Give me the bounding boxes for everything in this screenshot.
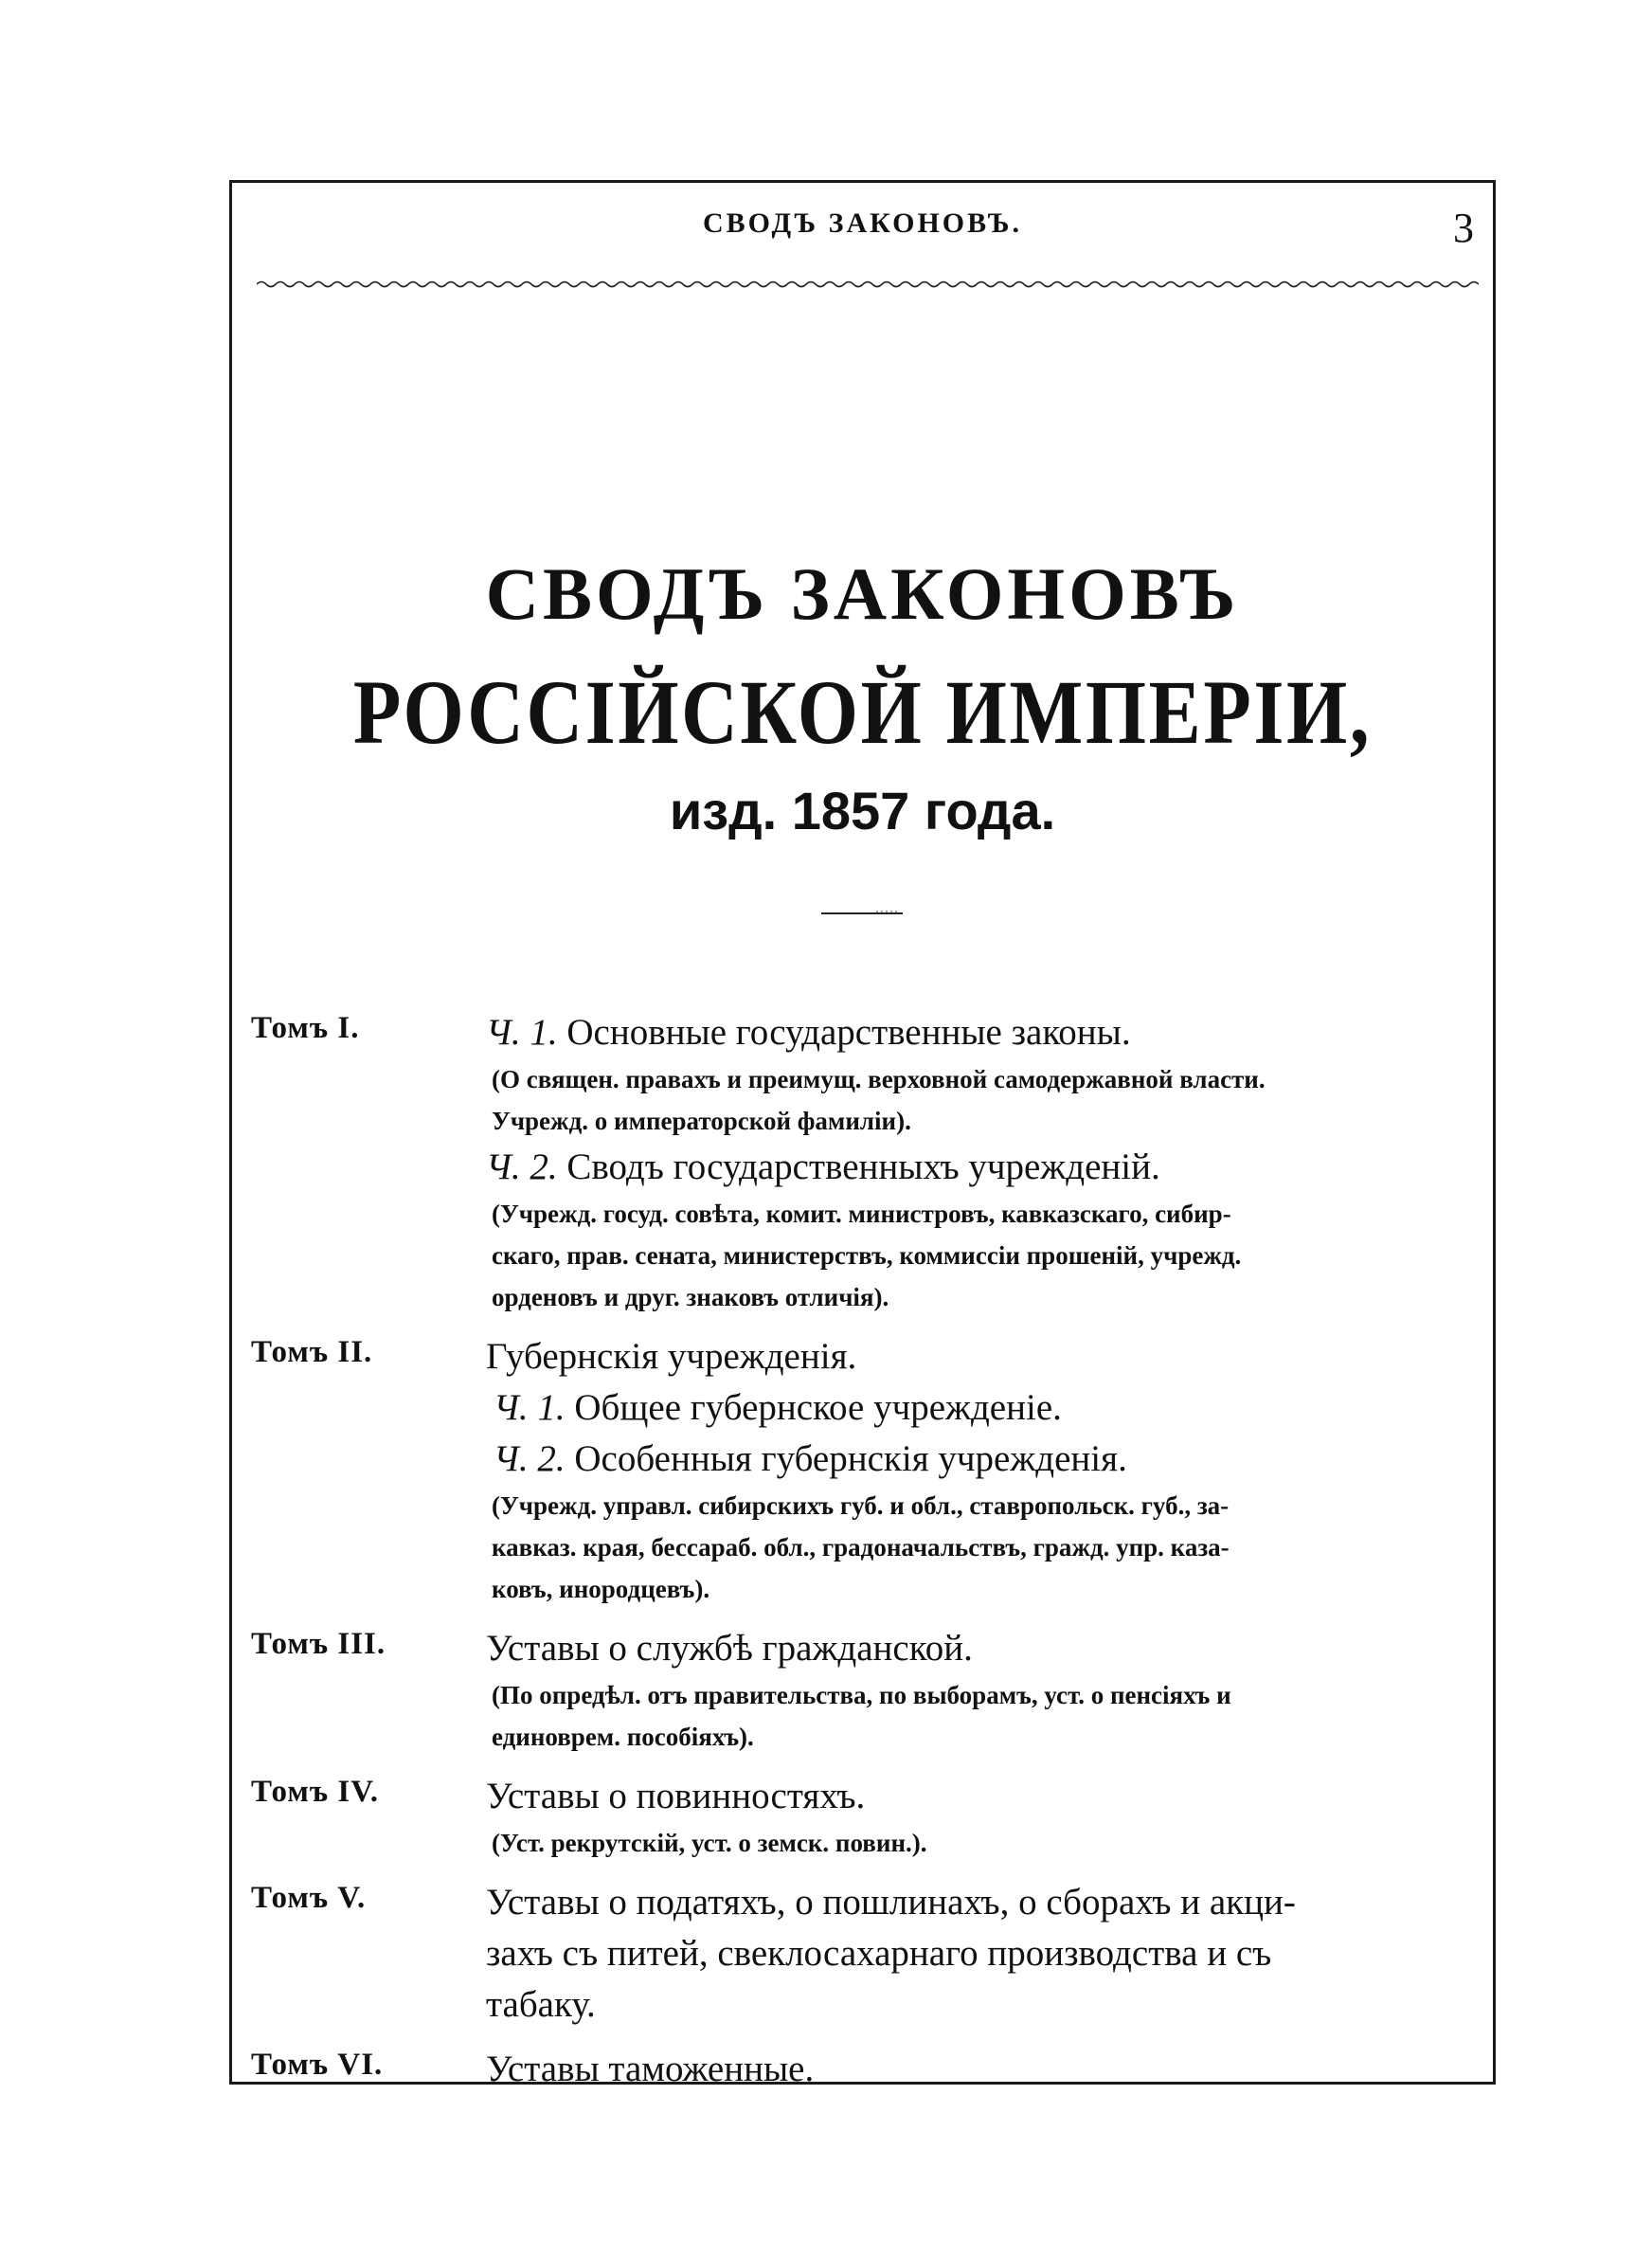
running-head xyxy=(232,205,1493,264)
volume-note-line: единоврем. пособіяхъ). xyxy=(492,1723,754,1751)
part-line xyxy=(486,1142,1474,1193)
volume-title-line: захъ съ питей, свеклосахарнаго производства и съ xyxy=(486,1933,1272,1974)
title-line-2: РОССІЙСКОЙ ИМПЕРІИ, xyxy=(352,661,1373,763)
volume-label: Томъ V. xyxy=(251,1881,367,1915)
title-block xyxy=(232,552,1493,840)
volume-title: Уставы таможенные. xyxy=(486,2049,815,2089)
volume-note-line: (Уст. рекрутскій, уст. о земск. повин.). xyxy=(492,1829,927,1857)
running-title: СВОДЪ ЗАКОНОВЪ. xyxy=(703,208,1022,239)
part-title: Основные государственные законы. xyxy=(566,1012,1131,1053)
volume-5 xyxy=(251,1877,1474,2031)
volume-body xyxy=(486,1331,1474,1610)
volume-title-line: табаку. xyxy=(486,1984,596,2025)
part-number: Ч. 1. xyxy=(486,1012,558,1053)
part-number: Ч. 1. xyxy=(494,1387,566,1428)
part-note-line: (О священ. правахъ и преимущ. верховной самодержавной власти. xyxy=(492,1065,1266,1093)
volume-note-line: (По опредѣл. отъ правительства, по выборамъ, уст. о пенсіяхъ и xyxy=(492,1681,1231,1709)
volume-4 xyxy=(251,1771,1474,1864)
volume-3 xyxy=(251,1623,1474,1758)
volumes-list xyxy=(251,1007,1474,2108)
volume-body xyxy=(486,1877,1474,2031)
volume-label: Томъ II. xyxy=(251,1335,373,1369)
volume-body xyxy=(486,1623,1474,1758)
title-line-1: СВОДЪ ЗАКОНОВЪ xyxy=(485,552,1240,635)
part-note-line: кавказ. края, бессараб. обл., градоначальствъ, гражд. упр. каза- xyxy=(492,1533,1230,1562)
volume-label: Томъ III. xyxy=(251,1627,386,1661)
part-line xyxy=(486,1434,1474,1485)
page-number: 3 xyxy=(1453,205,1474,251)
divider-ornament xyxy=(819,911,905,916)
part-note-line: (Учрежд. госуд. совѣта, комит. министровъ, кавказскаго, сибир- xyxy=(492,1200,1231,1228)
volume-title: Уставы о повинностяхъ. xyxy=(486,1776,866,1816)
part-note-line: (Учрежд. управл. сибирскихъ губ. и обл., ставропольск. губ., за- xyxy=(492,1491,1230,1520)
part-title: Общее губернское учрежденіе. xyxy=(574,1387,1062,1428)
part-note-line: Учрежд. о императорской фамиліи). xyxy=(492,1107,911,1135)
volume-6 xyxy=(251,2044,1474,2095)
part-note-line: скаго, прав. сената, министерствъ, коммиссіи прошеній, учрежд. xyxy=(492,1241,1242,1270)
volume-2 xyxy=(251,1331,1474,1610)
edition-line: изд. 1857 года. xyxy=(669,781,1056,840)
volume-title: Губернскія учрежденія. xyxy=(486,1336,857,1377)
volume-1 xyxy=(251,1007,1474,1318)
page-frame xyxy=(229,180,1496,2089)
part-number: Ч. 2. xyxy=(494,1438,566,1479)
part-note-line: ковъ, инородцевъ). xyxy=(492,1575,710,1603)
part-title: Особенныя губернскія учрежденія. xyxy=(574,1438,1127,1479)
volume-body xyxy=(486,1007,1474,1318)
part-line xyxy=(486,1382,1474,1434)
volume-label: Томъ VI. xyxy=(251,2048,384,2082)
volume-label: Томъ I. xyxy=(251,1011,360,1045)
volume-body xyxy=(486,2044,1474,2095)
part-note-line: орденовъ и друг. знаковъ отличія). xyxy=(492,1283,889,1311)
volume-title: Уставы о службѣ гражданской. xyxy=(486,1628,973,1669)
wavy-rule-ornament xyxy=(257,280,1479,289)
volume-body xyxy=(486,1771,1474,1864)
volume-title-line: Уставы о податяхъ, о пошлинахъ, о сборахъ и акци- xyxy=(486,1882,1296,1923)
part-title: Сводъ государственныхъ учрежденій. xyxy=(566,1147,1160,1187)
volume-label: Томъ IV. xyxy=(251,1775,380,1809)
part-line xyxy=(486,1007,1474,1058)
part-number: Ч. 2. xyxy=(486,1147,558,1187)
